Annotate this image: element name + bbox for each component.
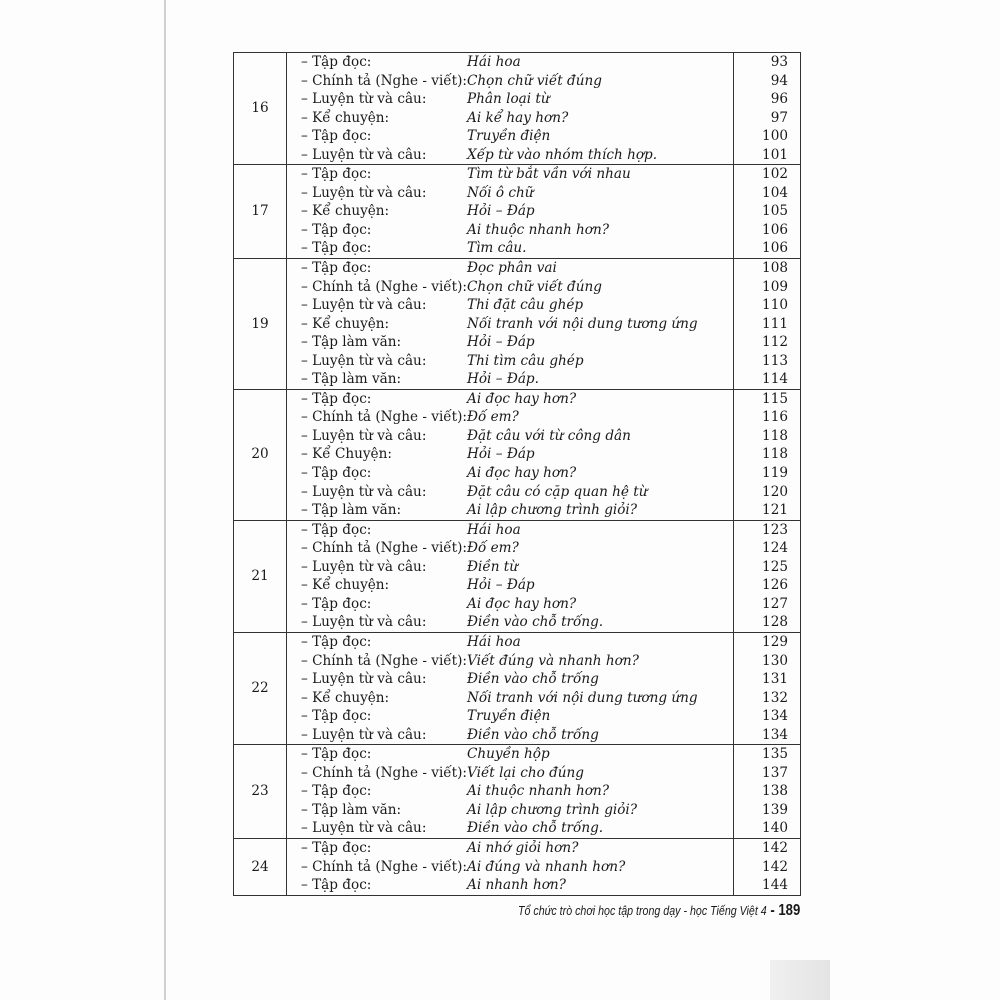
title-cell: Nối tranh với nội dung tương ứng	[467, 315, 698, 332]
subject-cell: – Luyện từ và câu:	[287, 613, 468, 632]
table-row	[234, 221, 801, 240]
subject-cell: – Kể Chuyện:	[301, 446, 392, 463]
title-cell: Ai thuộc nhanh hơn?	[467, 221, 610, 238]
table-row	[234, 539, 801, 558]
page-cell: 101	[734, 146, 801, 165]
subject-cell: – Chính tả (Nghe - viết):	[301, 652, 468, 669]
contents-table	[233, 52, 801, 896]
table-row	[234, 520, 801, 539]
table-row	[234, 819, 801, 838]
title-cell: Nối tranh với nội dung tương ứng	[467, 689, 698, 706]
table-row	[234, 613, 801, 632]
subject-cell: – Kể chuyện:	[301, 577, 390, 594]
title-cell: Ai đọc hay hơn?	[467, 465, 577, 482]
title-cell: Hỏi – Đáp	[467, 577, 535, 594]
subject-cell: – Tập đọc:	[287, 239, 468, 258]
title-cell: Điền vào chỗ trống.	[467, 819, 733, 838]
title-cell: Ai thuộc nhanh hơn?	[467, 783, 610, 800]
subject-cell: – Luyện từ và câu:	[287, 726, 468, 745]
title-cell: Điền vào chỗ trống	[467, 726, 733, 745]
page-cell: 130	[734, 652, 801, 671]
title-cell: Ai lập chương trình giỏi?	[467, 801, 638, 818]
page-cell: 123	[734, 520, 801, 539]
title-cell: Hái hoa	[467, 632, 733, 651]
title-cell: Ai nhớ giỏi hơn?	[467, 838, 733, 857]
page-cell: 115	[734, 389, 801, 408]
subject-cell: – Tập đọc:	[301, 221, 372, 238]
page-cell: 131	[734, 670, 801, 689]
subject-cell: – Chính tả (Nghe - viết):	[301, 858, 468, 875]
table-row	[234, 483, 801, 502]
table-row	[234, 408, 801, 427]
table-row	[234, 352, 801, 371]
subject-cell: – Chính tả (Nghe - viết):	[301, 409, 468, 426]
subject-cell: – Luyện từ và câu:	[301, 671, 427, 688]
table-row	[234, 146, 801, 165]
title-cell: Thi đặt câu ghép	[467, 297, 584, 314]
table-row	[234, 389, 801, 408]
subject-cell: – Tập đọc:	[287, 838, 468, 857]
subject-cell: – Tập đọc:	[287, 745, 468, 764]
subject-cell: – Tập đọc:	[301, 128, 372, 145]
table-row	[234, 90, 801, 109]
table-row	[234, 858, 801, 877]
page-cell: 104	[734, 184, 801, 203]
page-cell: 111	[734, 315, 801, 334]
table-row	[234, 239, 801, 258]
page-cell: 135	[734, 745, 801, 764]
page-cell: 120	[734, 483, 801, 502]
title-cell: Nối ô chữ	[467, 184, 534, 201]
page-cell: 106	[734, 221, 801, 240]
page-cell: 119	[734, 464, 801, 483]
week-number: 19	[234, 259, 287, 390]
title-cell: Thi tìm câu ghép	[467, 352, 584, 369]
page-cell: 114	[734, 370, 801, 389]
subject-cell: – Luyện từ và câu:	[301, 184, 427, 201]
page-cell: 94	[734, 72, 801, 91]
subject-cell: – Tập đọc:	[287, 259, 468, 278]
page-cell: 118	[734, 427, 801, 446]
table-row	[234, 53, 801, 72]
table-row	[234, 764, 801, 783]
table-row	[234, 184, 801, 203]
title-cell: Ai đọc hay hơn?	[467, 389, 733, 408]
scan-shadow	[770, 960, 830, 1000]
page-cell: 106	[734, 239, 801, 258]
page-cell: 102	[734, 165, 801, 184]
page-cell: 134	[734, 726, 801, 745]
page-cell: 137	[734, 764, 801, 783]
page-cell: 142	[734, 858, 801, 877]
week-number: 21	[234, 520, 287, 632]
page-footer	[518, 902, 800, 920]
table-row	[234, 72, 801, 91]
table-row	[234, 259, 801, 278]
title-cell: Viết lại cho đúng	[467, 764, 584, 781]
table-row	[234, 801, 801, 820]
table-row	[234, 838, 801, 857]
title-cell: Điền vào chỗ trống	[467, 671, 599, 688]
page-cell: 134	[734, 707, 801, 726]
subject-cell: – Luyện từ và câu:	[301, 297, 427, 314]
title-cell: Hỏi – Đáp	[467, 203, 535, 220]
table-row	[234, 558, 801, 577]
subject-cell: – Luyện từ và câu:	[301, 352, 427, 369]
table-row	[234, 876, 801, 895]
table-row	[234, 501, 801, 520]
subject-cell: – Tập đọc:	[287, 165, 468, 184]
title-cell: Tìm từ bắt vần với nhau	[467, 165, 733, 184]
page-cell: 112	[734, 333, 801, 352]
subject-cell: – Chính tả (Nghe - viết):	[301, 72, 468, 89]
page-cell: 126	[734, 576, 801, 595]
title-cell: Chọn chữ viết đúng	[467, 278, 602, 295]
title-cell: Tìm câu.	[467, 239, 733, 258]
page-cell: 116	[734, 408, 801, 427]
table-row	[234, 370, 801, 389]
subject-cell: – Tập đọc:	[287, 389, 468, 408]
page-cell: 129	[734, 632, 801, 651]
title-cell: Ai nhanh hơn?	[467, 876, 733, 895]
subject-cell: – Chính tả (Nghe - viết):	[301, 278, 468, 295]
subject-cell: – Tập làm văn:	[301, 801, 402, 818]
title-cell: Đặt câu có cặp quan hệ từ	[467, 483, 648, 500]
week-number: 22	[234, 632, 287, 744]
subject-cell: – Tập làm văn:	[287, 501, 468, 520]
week-number: 24	[234, 838, 287, 895]
subject-cell: – Kể chuyện:	[301, 689, 390, 706]
page-cell: 100	[734, 127, 801, 146]
table-row	[234, 296, 801, 315]
table-row	[234, 202, 801, 221]
subject-cell: – Tập đọc:	[287, 632, 468, 651]
title-cell: Đặt câu với từ công dân	[467, 427, 631, 444]
table-row	[234, 652, 801, 671]
title-cell: Ai kể hay hơn?	[467, 109, 569, 126]
page-cell: 105	[734, 202, 801, 221]
title-cell: Hỏi – Đáp	[467, 334, 535, 351]
subject-cell: – Kể chuyện:	[301, 203, 390, 220]
title-cell: Đọc phân vai	[467, 259, 733, 278]
table-row	[234, 315, 801, 334]
week-number: 23	[234, 745, 287, 839]
title-cell: Truyền điện	[467, 128, 551, 145]
page-cell: 110	[734, 296, 801, 315]
page-cell: 138	[734, 782, 801, 801]
table-row	[234, 576, 801, 595]
subject-cell: – Tập đọc:	[301, 708, 372, 725]
week-number: 20	[234, 389, 287, 520]
subject-cell: – Luyện từ và câu:	[301, 91, 427, 108]
table-row	[234, 278, 801, 297]
table-row	[234, 427, 801, 446]
page-cell: 108	[734, 259, 801, 278]
subject-cell: – Tập đọc:	[287, 53, 468, 72]
table-row	[234, 726, 801, 745]
title-cell: Hỏi – Đáp.	[467, 370, 733, 389]
week-number: 16	[234, 53, 287, 165]
title-cell: Hái hoa	[467, 53, 733, 72]
title-cell: Chọn chữ viết đúng	[467, 72, 602, 89]
page-cell: 93	[734, 53, 801, 72]
subject-cell: – Tập đọc:	[301, 595, 372, 612]
subject-cell: – Tập đọc:	[301, 783, 372, 800]
page-cell: 124	[734, 539, 801, 558]
week-number: 17	[234, 165, 287, 259]
title-cell: Đố em?	[467, 540, 519, 557]
page-cell: 128	[734, 613, 801, 632]
subject-cell: – Tập đọc:	[287, 876, 468, 895]
page-cell: 109	[734, 278, 801, 297]
page-cell: 142	[734, 838, 801, 857]
title-cell: Viết đúng và nhanh hơn?	[467, 652, 639, 669]
subject-cell: – Luyện từ và câu:	[301, 483, 427, 500]
page-cell: 113	[734, 352, 801, 371]
footer-page-number: 189	[778, 902, 800, 919]
table-row	[234, 445, 801, 464]
table-row	[234, 333, 801, 352]
subject-cell: – Luyện từ và câu:	[301, 558, 427, 575]
page-cell: 97	[734, 109, 801, 128]
subject-cell: – Chính tả (Nghe - viết):	[301, 540, 468, 557]
table-row	[234, 165, 801, 184]
table-row	[234, 745, 801, 764]
title-cell: Hái hoa	[467, 520, 733, 539]
title-cell: Ai lập chương trình giỏi?	[467, 501, 733, 520]
table-row	[234, 127, 801, 146]
table-row	[234, 595, 801, 614]
table-row	[234, 632, 801, 651]
subject-cell: – Kể chuyện:	[301, 109, 390, 126]
page-cell: 144	[734, 876, 801, 895]
subject-cell: – Tập đọc:	[301, 465, 372, 482]
subject-cell: – Luyện từ và câu:	[301, 427, 427, 444]
page-spine-shadow	[164, 0, 166, 1000]
subject-cell: – Tập làm văn:	[287, 370, 468, 389]
page-cell: 127	[734, 595, 801, 614]
table-row	[234, 670, 801, 689]
title-cell: Xếp từ vào nhóm thích hợp.	[467, 146, 733, 165]
footer-book-title: Tổ chức trò chơi học tập trong dạy - học Tiếng Việt 4	[517, 903, 767, 918]
subject-cell: – Luyện từ và câu:	[287, 146, 468, 165]
table-row	[234, 464, 801, 483]
page-cell: 140	[734, 819, 801, 838]
title-cell: Chuyền hộp	[467, 745, 733, 764]
title-cell: Ai đúng và nhanh hơn?	[467, 858, 626, 875]
subject-cell: – Luyện từ và câu:	[287, 819, 468, 838]
title-cell: Điền từ	[467, 558, 518, 575]
page-cell: 139	[734, 801, 801, 820]
table-row	[234, 109, 801, 128]
title-cell: Ai đọc hay hơn?	[467, 595, 577, 612]
table-row	[234, 782, 801, 801]
footer-separator: -	[766, 902, 779, 919]
subject-cell: – Tập làm văn:	[301, 334, 402, 351]
table-row	[234, 707, 801, 726]
title-cell: Đố em?	[467, 409, 519, 426]
page-cell: 132	[734, 689, 801, 708]
title-cell: Truyền điện	[467, 708, 551, 725]
subject-cell: – Tập đọc:	[287, 520, 468, 539]
page-cell: 118	[734, 445, 801, 464]
page-cell: 125	[734, 558, 801, 577]
title-cell: Hỏi – Đáp	[467, 446, 535, 463]
subject-cell: – Chính tả (Nghe - viết):	[301, 764, 468, 781]
table-row	[234, 689, 801, 708]
page-cell: 96	[734, 90, 801, 109]
subject-cell: – Kể chuyện:	[301, 315, 390, 332]
title-cell: Điền vào chỗ trống.	[467, 613, 733, 632]
title-cell: Phân loại từ	[467, 91, 550, 108]
page-cell: 121	[734, 501, 801, 520]
